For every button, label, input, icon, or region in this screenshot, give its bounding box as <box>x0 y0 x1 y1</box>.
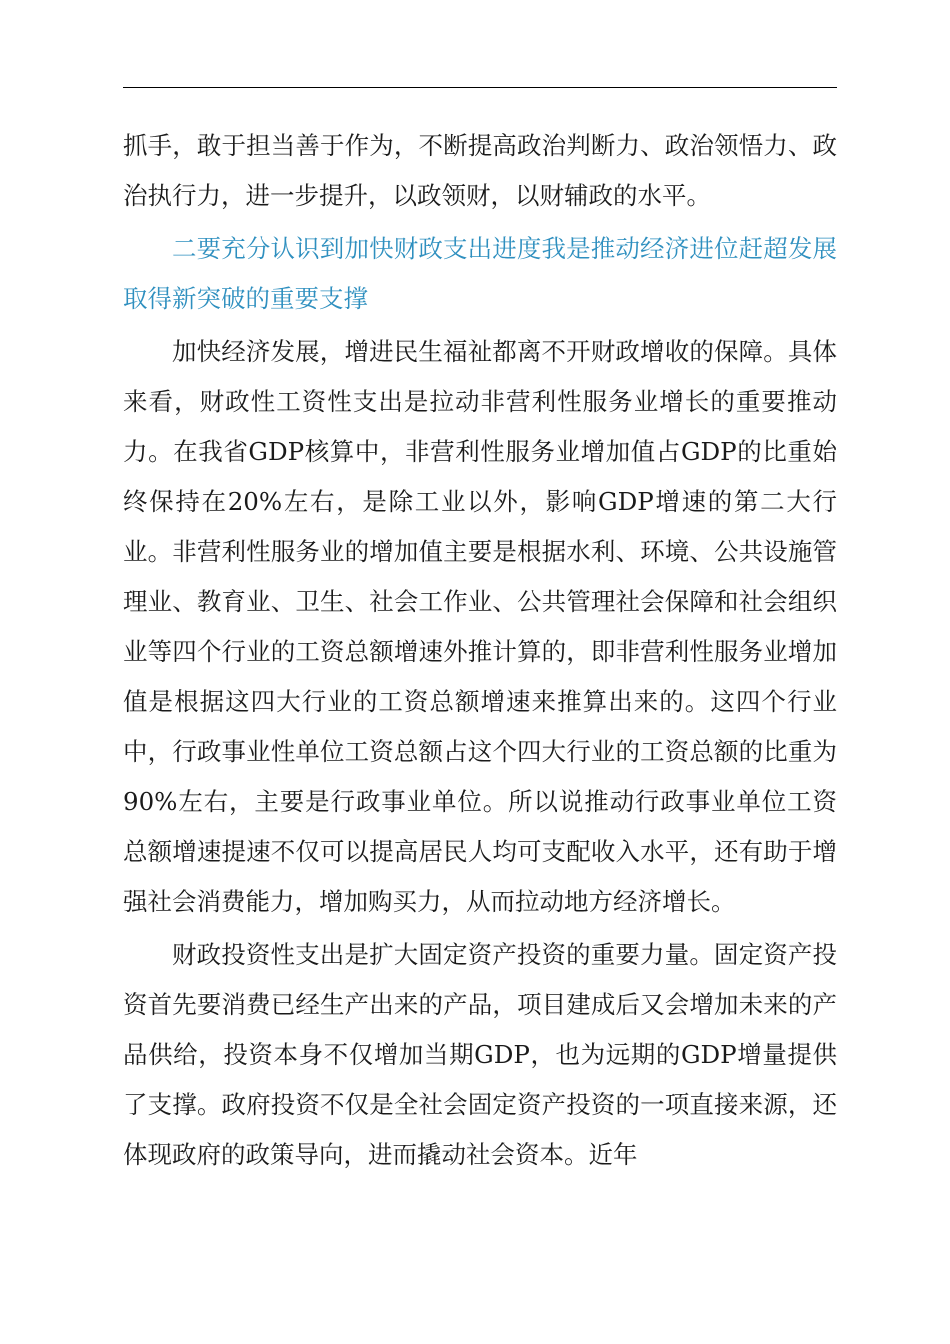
paragraph-investment-expenditure: 财政投资性支出是扩大固定资产投资的重要力量。固定资产投资首先要消费已经生产出来的产品，项目建成后又会增加未来的产品供给，投资本身不仅增加当期GDP，也为远期的GDP增量提供了支撑。政府投资不仅是全社会固定资产投资的一项直接来源，还体现政府的政策导向，进而撬动社会资本。近年 <box>123 940 837 1169</box>
section-heading: 二要充分认识到加快财政支出进度我是推动经济进位赶超发展取得新突破的重要支撑 <box>123 234 837 313</box>
paragraph-wage-expenditure: 加快经济发展，增进民生福祉都离不开财政增收的保障。具体来看，财政性工资性支出是拉动非营利性服务业增长的重要推动力。在我省GDP核算中，非营利性服务业增加值占GDP的比重始终保持在20%左右，是除工业以外，影响GDP增速的第二大行业。非营利性服务业的增加值主要是根据水利、环境、公共设施管理业、教育业、卫生、社会工作业、公共管理社会保障和社会组织业等四个行业的工资总额增速外推计算的，即非营利性服务业增加值是根据这四大行业的工资总额增速来推算出来的。这四个行业中，行政事业性单位工资总额占这个四大行业的工资总额的比重为90%左右，主要是行政事业单位。所以说推动行政事业单位工资总额增速提速不仅可以提高居民人均可支配收入水平，还有助于增强社会消费能力，增加购买力，从而拉动地方经济增长。 <box>123 337 837 916</box>
header-rule <box>123 87 837 88</box>
document-body <box>123 121 837 1183</box>
paragraph-continuation: 抓手，敢于担当善于作为，不断提高政治判断力、政治领悟力、政治执行力，进一步提升，以政领财，以财辅政的水平。 <box>123 131 837 210</box>
